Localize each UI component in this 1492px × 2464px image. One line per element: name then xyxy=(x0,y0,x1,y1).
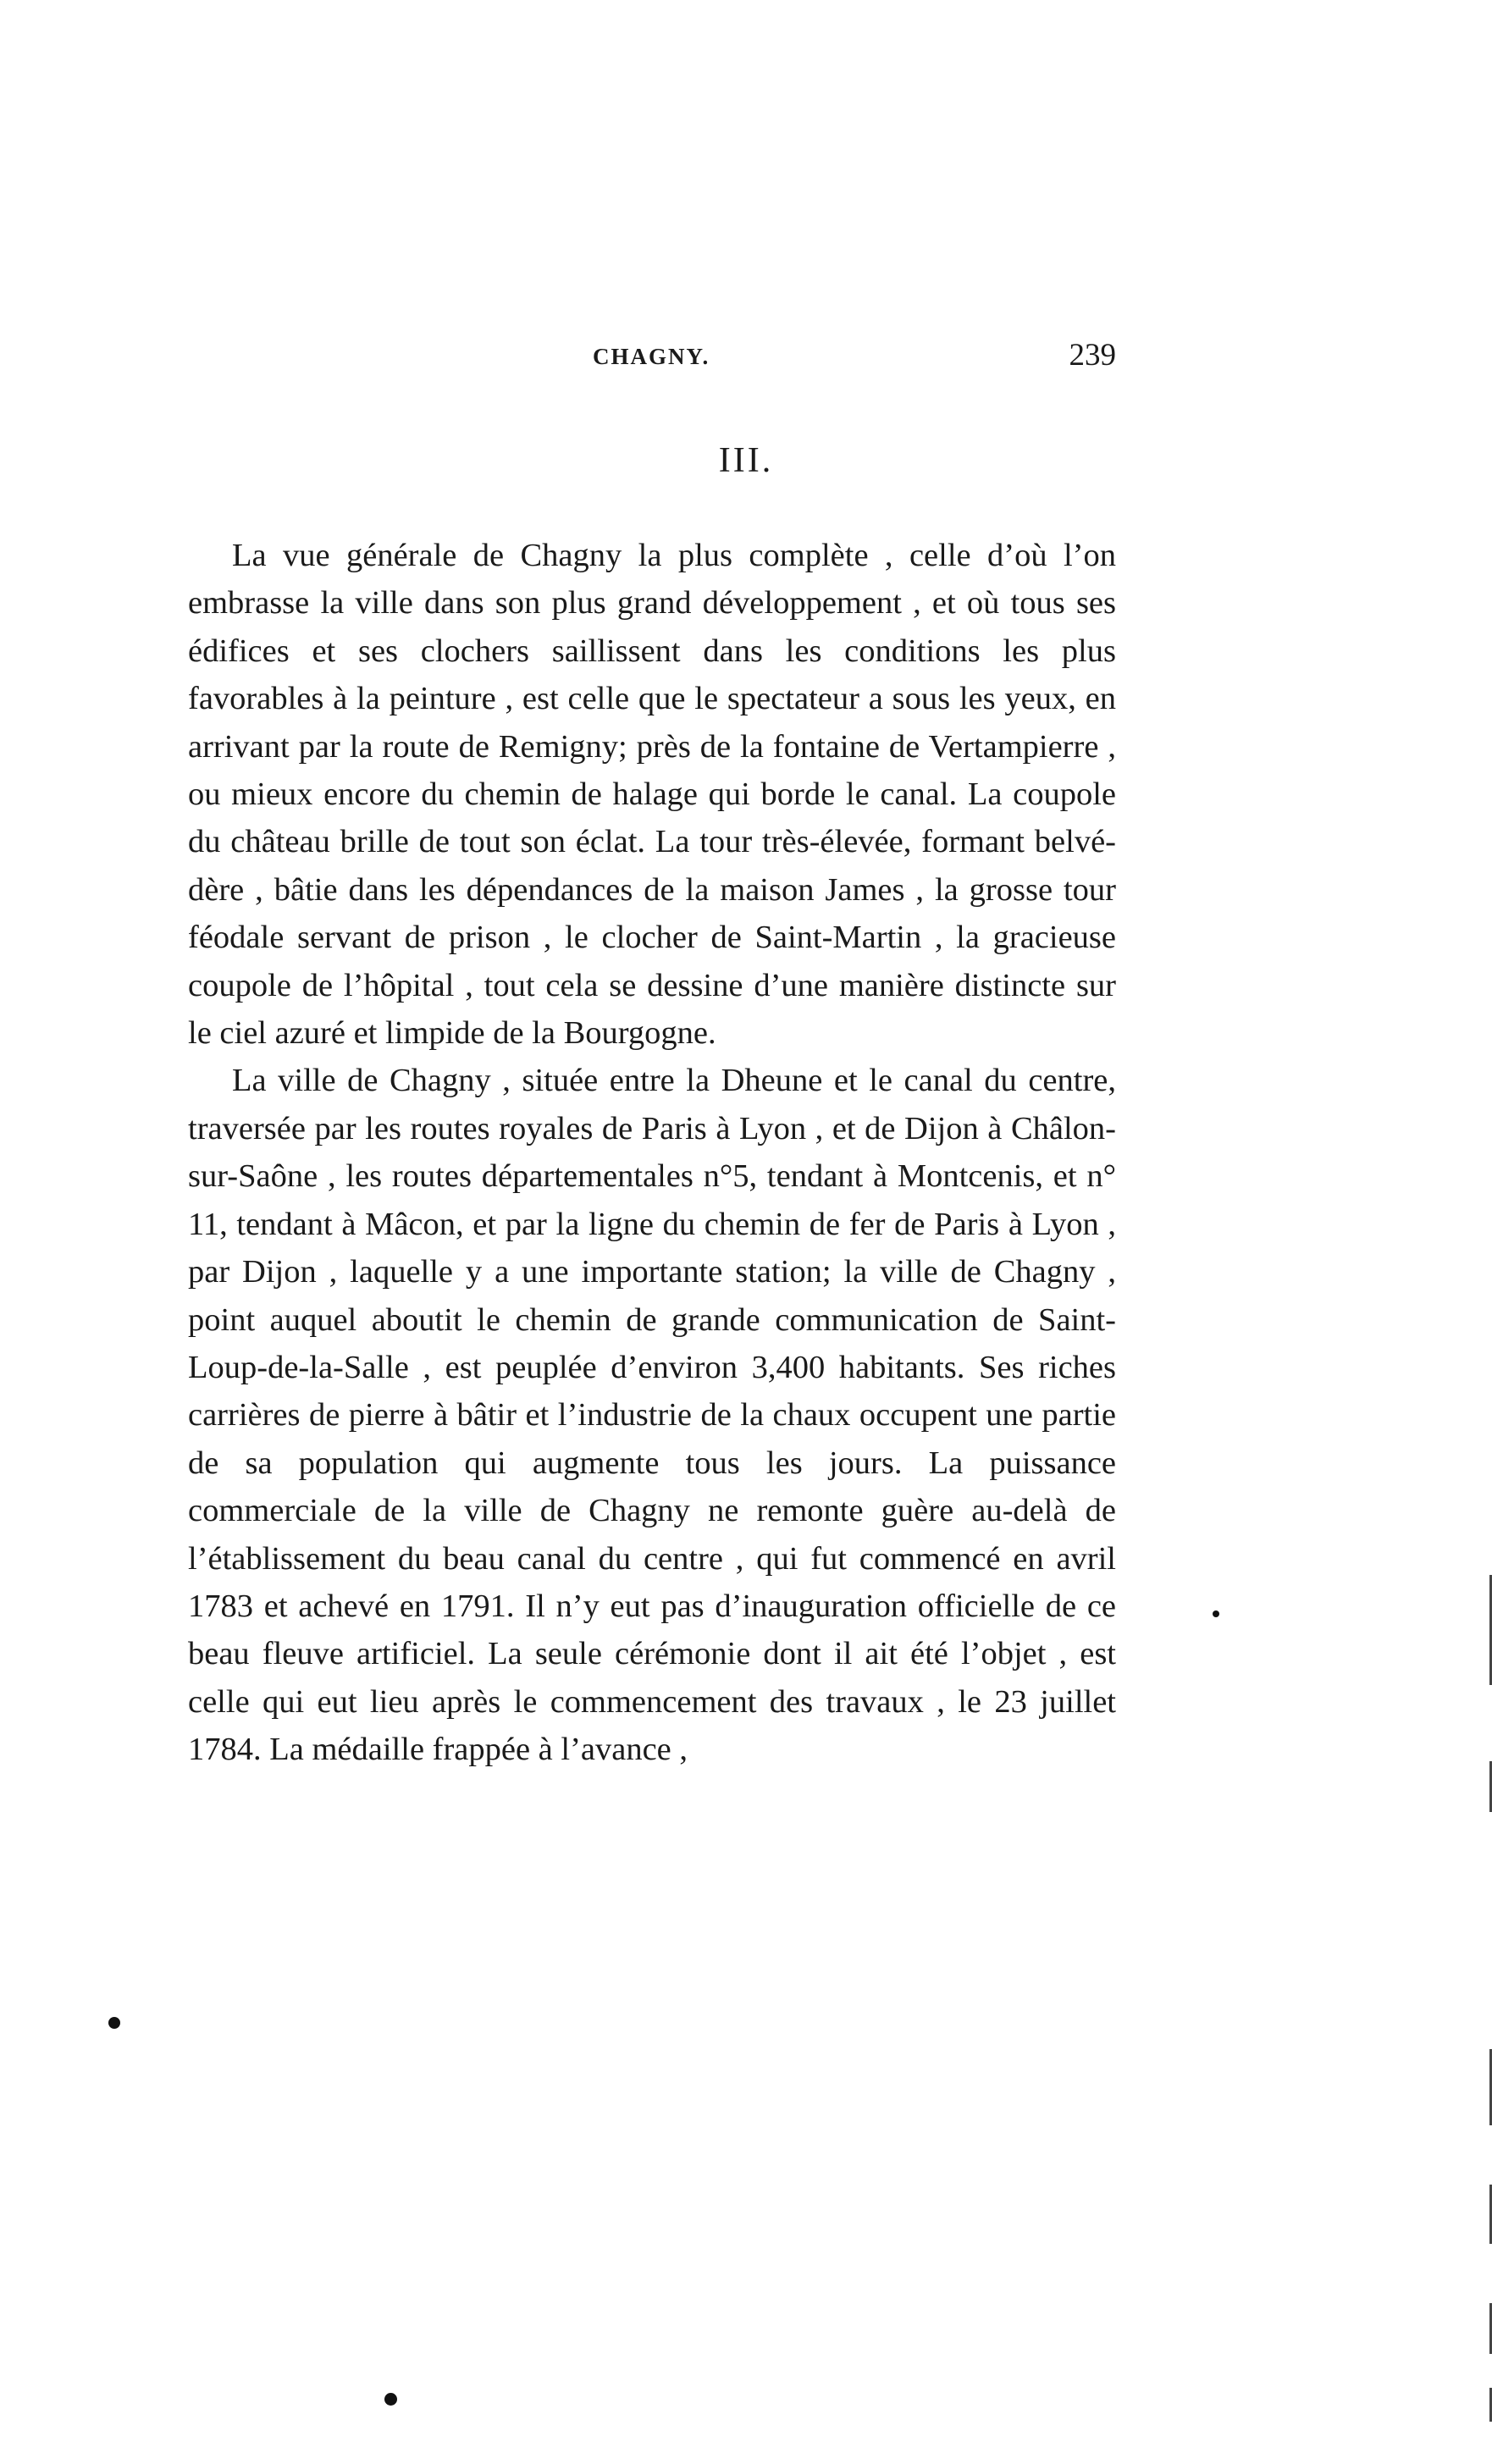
margin-dot-bottom xyxy=(384,2393,397,2406)
body-text xyxy=(188,532,1116,1774)
paragraph-2: La ville de Chagny , située entre la Dheune et le canal du centre, traversée par les routes royales de Paris à Lyon , et de Dijon à Châlon-sur-Saône , les routes départementales n°5, tendant à Montcenis, et n° 11, tendant à Mâcon, et par la ligne du chemin de fer de Paris à Lyon , par Dijon , laquelle y a une importante station; la ville de Chagny , point auquel aboutit le chemin de grande communication de Saint-Loup-de-la-Salle , est peuplée d’environ 3,400 habitants. Ses riches carrières de pierre à bâtir et l’industrie de la chaux occupent une partie de sa population qui augmente tous les jours. La puissance commerciale de la ville de Chagny ne remonte guère au-delà de l’établissement du beau canal du centre , qui fut commencé en avril 1783 et achevé en 1791. Il n’y eut pas d’inauguration officielle de ce beau fleuve artificiel. La seule cérémonie dont il ait été l’objet , est celle qui eut lieu après le commencement des travaux , le 23 juillet 1784. La médaille frappée à l’avance , xyxy=(188,1063,1116,1768)
margin-dot-right xyxy=(1213,1610,1219,1617)
paragraph-1: La vue générale de Chagny la plus complète , celle d’où l’on embrasse la ville dans son plus grand développement , et où tous ses édifices et ses clochers saillissent dans les conditions les plus favorables à la peinture , est celle que le spectateur a sous les yeux, en arrivant par la route de Remigny; près de la fontaine de Vertampierre , ou mieux encore du chemin de halage qui borde le canal. La coupole du château brille de tout son éclat. La tour très-élevée, formant belvédère , bâtie dans les dépendances de la maison James , la grosse tour féodale servant de prison , le clocher de Saint-Martin , la gracieuse coupole de l’hôpital , tout cela se dessine d’une manière distincte sur le ciel azuré et limpide de la Bourgogne. xyxy=(188,538,1116,1052)
page-number: 239 xyxy=(1069,338,1116,373)
section-heading: III. xyxy=(718,441,774,480)
running-head xyxy=(188,337,1116,379)
margin-dot-left xyxy=(108,2017,120,2029)
running-title: CHAGNY. xyxy=(593,344,710,369)
